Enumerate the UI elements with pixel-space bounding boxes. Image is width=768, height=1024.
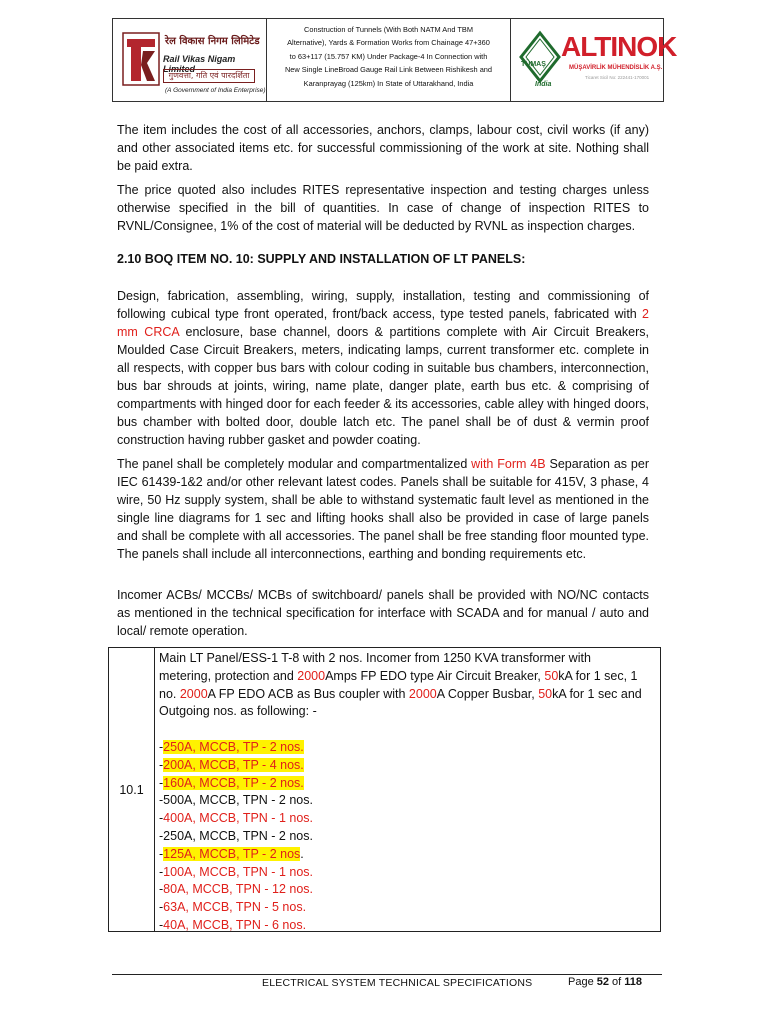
text-segment: kA for 1 sec, 1 xyxy=(558,668,638,683)
page-indicator xyxy=(568,976,642,988)
text-segment: - xyxy=(159,811,164,826)
p4-text-b: Separation as per IEC 61439-1&2 and/or other relevant latest codes. Panels shall be suitable for 415V, 3 phase, 4 wire, 50 Hz supply system, shall be able to withstand systematic fault level as mentioned in the single line diagrams for 1 sec and lifting hooks shall also be provided in case of large panels and shall be complete with all accessories. The panel shall be free standing floor mounted type. The panels shall include all interconnections, earthing and bonding requirements etc. xyxy=(117,457,649,561)
tumas-india-label: India xyxy=(535,81,552,88)
p3-text-a: Design, fabrication, assembling, wiring, supply, installation, testing and commissioning of following cubical type front operated, front/back access, type tested panels, fabricated with xyxy=(117,289,649,321)
text-segment: - xyxy=(159,864,164,879)
outgoing-item xyxy=(159,775,656,793)
outgoing-item xyxy=(159,864,656,882)
project-line: Alternative), Yards & Formation Works from Chainage 47+360 xyxy=(287,38,490,48)
footer-title: ELECTRICAL SYSTEM TECHNICAL SPECIFICATIONS xyxy=(262,977,533,989)
outgoing-item xyxy=(159,757,656,775)
project-line: Construction of Tunnels (With Both NATM And TBM xyxy=(304,25,473,34)
text-segment: - xyxy=(159,900,164,915)
text-segment: A Copper Busbar, xyxy=(436,686,539,701)
text-segment: 63A, MCCB, TPN - 5 nos. xyxy=(163,900,307,915)
page-word: Page xyxy=(568,976,597,988)
p3-text-b: enclosure, base channel, doors & partitions complete with Air Circuit Breakers, Moulded Case Circuit Breakers, meters, indicating lamps, current transformer etc. complete in all respects, with copper bus bars with colour coding in suitable bus chambers, interconnection, bus bar shrouds at joints, wiring, name plate, danger plate, earth bus etc. & comprising of compartments with hinged door for each feeder & its accessories, cable alley with hinged doors, bus chamber with bolted door, double latch etc. The panel shall be of dust & vermin proof construction having rubber gasket and powder coating. xyxy=(117,325,649,447)
of-word: of xyxy=(609,976,625,988)
item-intro xyxy=(159,650,656,721)
item-description xyxy=(155,648,660,931)
text-segment: 2000 xyxy=(408,686,437,701)
text-segment: - xyxy=(159,775,164,790)
text-segment: no. xyxy=(159,686,180,701)
text-segment: 200A, MCCB, TP - 4 nos. xyxy=(163,757,304,772)
footer-divider xyxy=(112,974,662,975)
intro-line xyxy=(159,686,656,704)
paragraph-incomer-contacts: Incomer ACBs/ MCCBs/ MCBs of switchboard/ panels shall be provided with NO/NC contacts as mentioned in the technical specification for interface with SCADA and for manual / auto and local/ remote operation. xyxy=(117,588,649,638)
text-segment: 80A, MCCB, TPN - 12 nos. xyxy=(163,882,313,897)
text-segment: 400A, MCCB, TPN - 1 nos. xyxy=(163,811,313,826)
contractor-logos xyxy=(511,19,677,101)
text-segment: 250A, MCCB, TP - 2 nos. xyxy=(163,739,304,754)
text-segment: Amps FP EDO type Air Circuit Breaker, xyxy=(325,668,545,683)
rvnl-english-name: Rail Vikas Nigam Limited xyxy=(163,54,236,74)
text-segment: kA for 1 sec and xyxy=(552,686,642,701)
outgoing-item xyxy=(159,739,656,757)
rvnl-hindi-name: रेल विकास निगम लिमिटेड xyxy=(165,36,260,47)
intro-line xyxy=(159,650,656,668)
text-segment: - xyxy=(159,739,164,754)
project-line: Karanprayag (125km) In State of Uttarakhand, India xyxy=(303,78,474,88)
outgoing-item xyxy=(159,792,656,810)
rvnl-govt-note: (A Government of India Enterprise) xyxy=(165,87,266,94)
text-segment: 50 xyxy=(538,686,553,701)
outgoing-item xyxy=(159,846,656,864)
text-segment: 2000 xyxy=(179,686,208,701)
paragraph-rites-inspection: The price quoted also includes RITES representative inspection and testing charges unless otherwise specified in the bill of quantities. In case of change of inspection RITES to RVNL/Consignee, 1% of the cost of material will be deducted by RVNL as inspection charges. xyxy=(117,183,649,233)
outgoing-item xyxy=(159,810,656,828)
paragraph-panel-modular xyxy=(117,455,649,563)
text-segment: metering, protection and xyxy=(159,668,298,683)
paragraph-accessories-cost: The item includes the cost of all accessories, anchors, clamps, labour cost, civil works (if any) and other associated items etc. for successful commissioning of the work at site. Nothing shall be paid extra. xyxy=(117,123,649,173)
text-segment: -250A, MCCB, TPN - 2 nos. xyxy=(159,828,313,843)
text-segment: A FP EDO ACB as Bus coupler with xyxy=(207,686,409,701)
outgoing-item xyxy=(159,899,656,917)
altinok-subtitle: MÜŞAVİRLİK MÜHENDİSLİK A.Ş. xyxy=(569,65,663,71)
text-segment: . xyxy=(300,846,304,861)
item-number: 10.1 xyxy=(109,648,155,931)
outgoing-item xyxy=(159,881,656,899)
outgoing-item xyxy=(159,828,656,846)
text-segment: 125A, MCCB, TP - 2 nos xyxy=(163,846,301,861)
text-segment: - xyxy=(159,757,164,772)
p4-text-a: The panel shall be completely modular and compartmentalized xyxy=(117,457,472,471)
text-segment: -500A, MCCB, TPN - 2 nos. xyxy=(159,793,313,808)
boq-item-table xyxy=(108,647,661,932)
text-segment: - xyxy=(159,882,164,897)
project-line: to 63+117 (15.757 KM) Under Package-4 In Connection with xyxy=(289,51,488,61)
text-segment: Outgoing nos. as following: - xyxy=(159,704,317,719)
paragraph-panel-design xyxy=(117,287,649,449)
text-segment: - xyxy=(159,917,164,932)
page-total: 118 xyxy=(624,976,643,988)
text-segment: 2000 xyxy=(297,668,326,683)
altinok-registration: Ticaret Sicil No: 222441-170001 xyxy=(585,75,650,80)
text-segment: 100A, MCCB, TPN - 1 nos. xyxy=(163,864,313,879)
tumas-label: TÜMAŞ xyxy=(521,61,546,68)
project-title xyxy=(267,19,511,101)
outgoing-item xyxy=(159,917,656,935)
document-header xyxy=(112,18,677,102)
text-segment: 40A, MCCB, TPN - 6 nos. xyxy=(163,917,307,932)
rvnl-emblem-icon xyxy=(121,29,161,89)
text-segment: 160A, MCCB, TP - 2 nos. xyxy=(163,775,304,790)
text-segment: - xyxy=(159,846,164,861)
text-segment: 50 xyxy=(544,668,559,683)
page-number: 52 xyxy=(596,976,609,988)
project-line: New Single LineBroad Gauge Rail Link Between Rishikesh and xyxy=(284,65,493,75)
rvnl-tagline: गुणवत्ता, गति एवं पारदर्शिता xyxy=(163,69,255,83)
spacer xyxy=(159,721,656,739)
outgoing-list xyxy=(159,739,656,935)
altinok-logo-text: ALTINOK xyxy=(561,31,677,62)
p4-red-form4b: with Form 4B xyxy=(471,457,546,471)
p3-red-crca: 2 mm CRCA xyxy=(117,307,649,339)
text-segment: Main LT Panel/ESS-1 T-8 with 2 nos. Incomer from 1250 KVA transformer with xyxy=(159,651,591,665)
intro-line xyxy=(159,668,656,686)
section-heading-2-10: 2.10 BOQ ITEM NO. 10: SUPPLY AND INSTALLATION OF LT PANELS: xyxy=(117,252,526,266)
rvnl-logo-block xyxy=(113,19,267,101)
intro-line xyxy=(159,703,656,721)
